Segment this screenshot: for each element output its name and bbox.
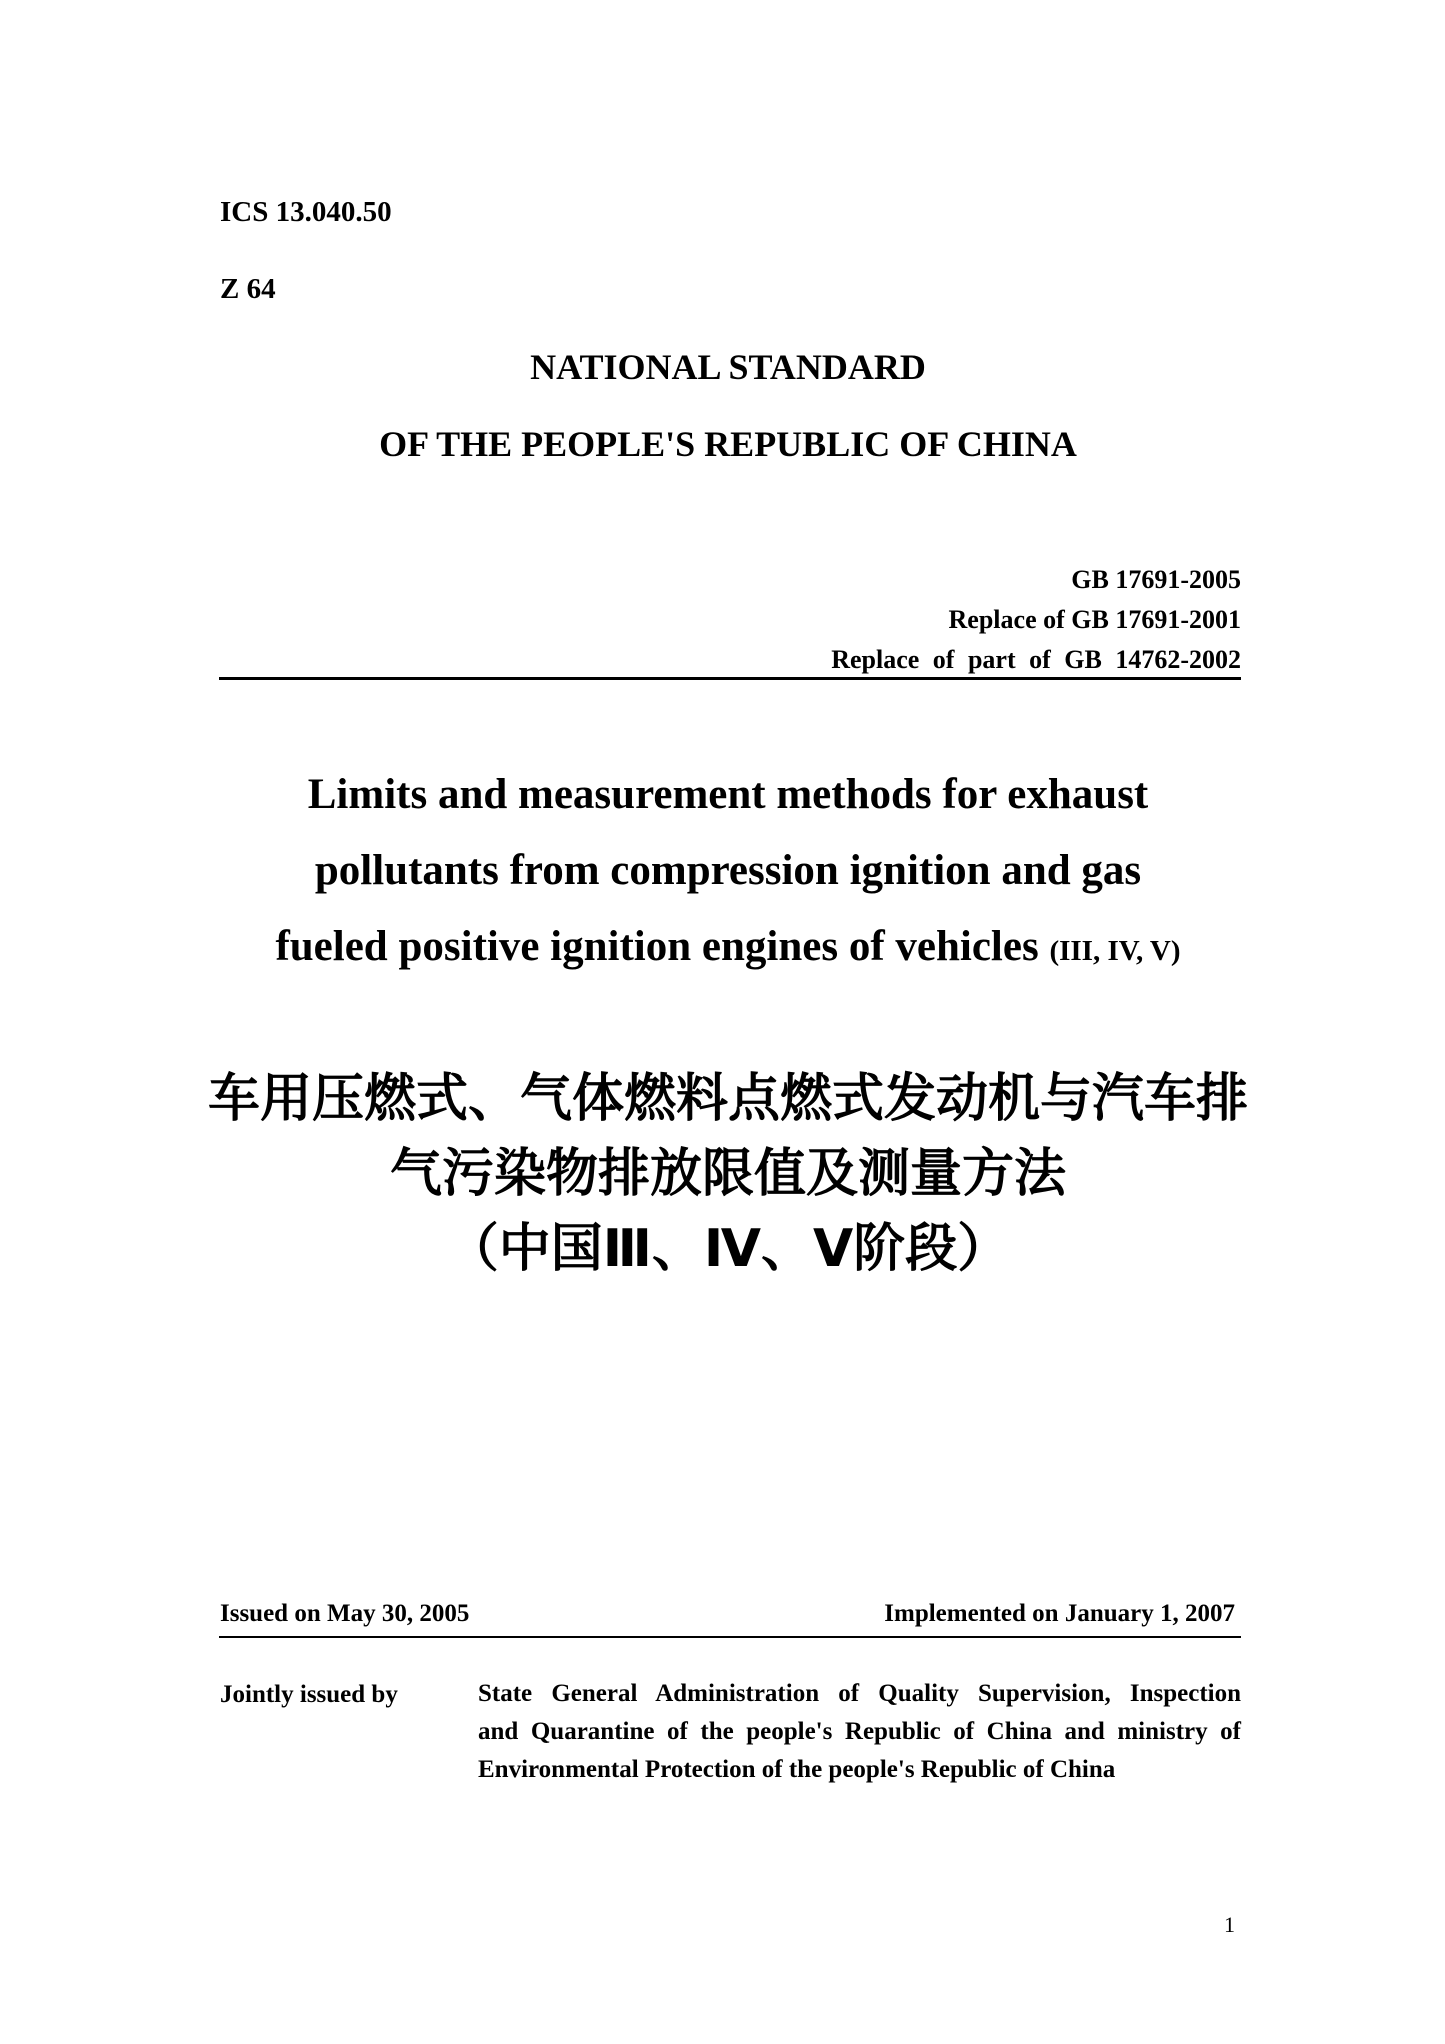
implemented-date: Implemented on January 1, 2007 [884,1600,1235,1627]
standard-number-block [831,560,1241,680]
header-rule [219,677,1241,680]
english-title-stages: (III, IV, V) [1049,935,1181,967]
english-title-line-3 [0,909,1445,989]
issued-date: Issued on May 30, 2005 [220,1600,470,1627]
classification-code: Z 64 [220,273,276,305]
national-standard-line-2: OF THE PEOPLE'S REPUBLIC OF CHINA [379,424,1077,464]
issuer-line-3: Environmental Protection of the people's Republic of China [478,1756,1116,1783]
replaces-standard: Replace of GB 17691-2001 [948,605,1241,634]
ics-code: ICS 13.040.50 [220,196,392,228]
chinese-title-line-3: （中国Ⅲ、Ⅳ、Ⅴ阶段） [446,1219,1010,1279]
english-title-line-1: Limits and measurement methods for exhaust [307,771,1149,818]
replaces-part-standard: Replace of part of GB 14762-2002 [831,645,1241,674]
national-standard-line-1: NATIONAL STANDARD [530,347,926,387]
chinese-title-line-1: 车用压燃式、气体燃料点燃式发动机与汽车排 [207,1069,1248,1129]
issuer-line-1: State General Administration of Quality Supervision, Inspection [478,1680,1241,1707]
issuing-authorities [478,1675,1241,1789]
issuer-line-2: and Quarantine of the people's Republic of China and ministry of [478,1718,1241,1745]
chinese-title [0,1062,1445,1287]
dates-rule [219,1636,1241,1638]
standard-number: GB 17691-2005 [1071,565,1241,594]
chinese-title-line-2: 气污染物排放限值及测量方法 [389,1144,1066,1204]
page-number: 1 [1224,1912,1235,1937]
jointly-issued-label: Jointly issued by [220,1681,398,1708]
english-title-line-3-main: fueled positive ignition engines of vehicles [275,923,1039,970]
english-title [0,757,1445,989]
english-title-line-2: pollutants from compression ignition and gas [314,847,1142,894]
